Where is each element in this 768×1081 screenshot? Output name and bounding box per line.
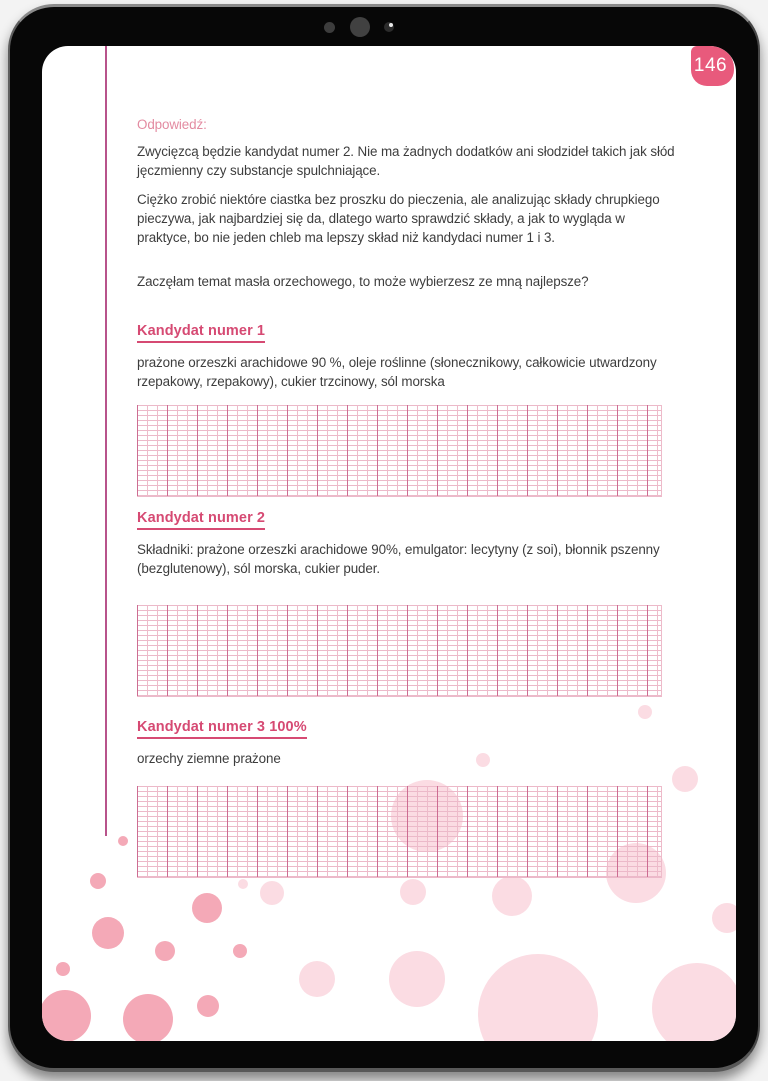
decorative-circle (400, 879, 426, 905)
decorative-circle (478, 954, 598, 1041)
decorative-circle (123, 994, 173, 1041)
answer-paragraph-2: Ciężko zrobić niektóre ciastka bez proszku do pieczenia, ale analizując składy chrupkiego pieczywa, jak najbardziej się da, dlatego warto sprawdzić składy, a jak to wygląda w praktyce, bo nie jeden chleb ma lepszy skład niż kandydaci numer 1 i 3. (137, 192, 660, 245)
page-number: 146 (693, 55, 728, 76)
decorative-circle (192, 893, 222, 923)
candidate-2-heading: Kandydat numer 2 (137, 510, 265, 530)
speaker-dot-icon (350, 17, 370, 37)
decorative-circle (238, 879, 248, 889)
decorative-circle (197, 995, 219, 1017)
answer-paragraph-1: Zwycięzcą będzie kandydat numer 2. Nie ma żadnych dodatków ani słodzideł takich jak słód jęczmienny czy substancje spulchniające. (137, 144, 675, 178)
decorative-circle (712, 903, 736, 933)
decorative-circle (672, 766, 698, 792)
answer-label: Odpowiedź: (137, 117, 207, 132)
page-number-badge (691, 46, 734, 86)
decorative-circle (233, 944, 247, 958)
decorative-circle (155, 941, 175, 961)
candidate-1-heading: Kandydat numer 1 (137, 323, 265, 343)
decorative-circle (118, 836, 128, 846)
decorative-circle (492, 876, 532, 916)
decorative-circle (42, 990, 91, 1041)
tablet-frame (8, 4, 760, 1072)
candidate-1-description: prażone orzeszki arachidowe 90 %, oleje roślinne (słonecznikowy, całkowicie utwardzony rzepakowy, rzepakowy), cukier trzcinowy, sól morska (137, 355, 657, 389)
candidate-3-heading: Kandydat numer 3 100% (137, 719, 307, 739)
camera-glint (389, 23, 393, 27)
decorative-circle (90, 873, 106, 889)
decorative-circle (638, 705, 652, 719)
ebook-page[interactable] (42, 46, 736, 1041)
front-camera-icon (384, 22, 394, 32)
decorative-circle (299, 961, 335, 997)
left-margin-rule (105, 46, 107, 836)
decorative-circle (652, 963, 736, 1041)
writing-grid-1 (137, 405, 662, 497)
decorative-circle (56, 962, 70, 976)
writing-grid-3 (137, 786, 662, 878)
decorative-circle (260, 881, 284, 905)
writing-grid-2 (137, 605, 662, 697)
light-sensor-icon (324, 22, 335, 33)
candidate-2-description: Składniki: prażone orzeszki arachidowe 90%, emulgator: lecytyny (z soi), błonnik pszenny (bezglutenowy), sól morska, cukier puder. (137, 542, 660, 576)
decorative-circle (92, 917, 124, 949)
candidate-3-description: orzechy ziemne prażone (137, 751, 281, 766)
decorative-circle (389, 951, 445, 1007)
question-text: Zaczęłam temat masła orzechowego, to może wybierzesz ze mną najlepsze? (137, 274, 589, 289)
